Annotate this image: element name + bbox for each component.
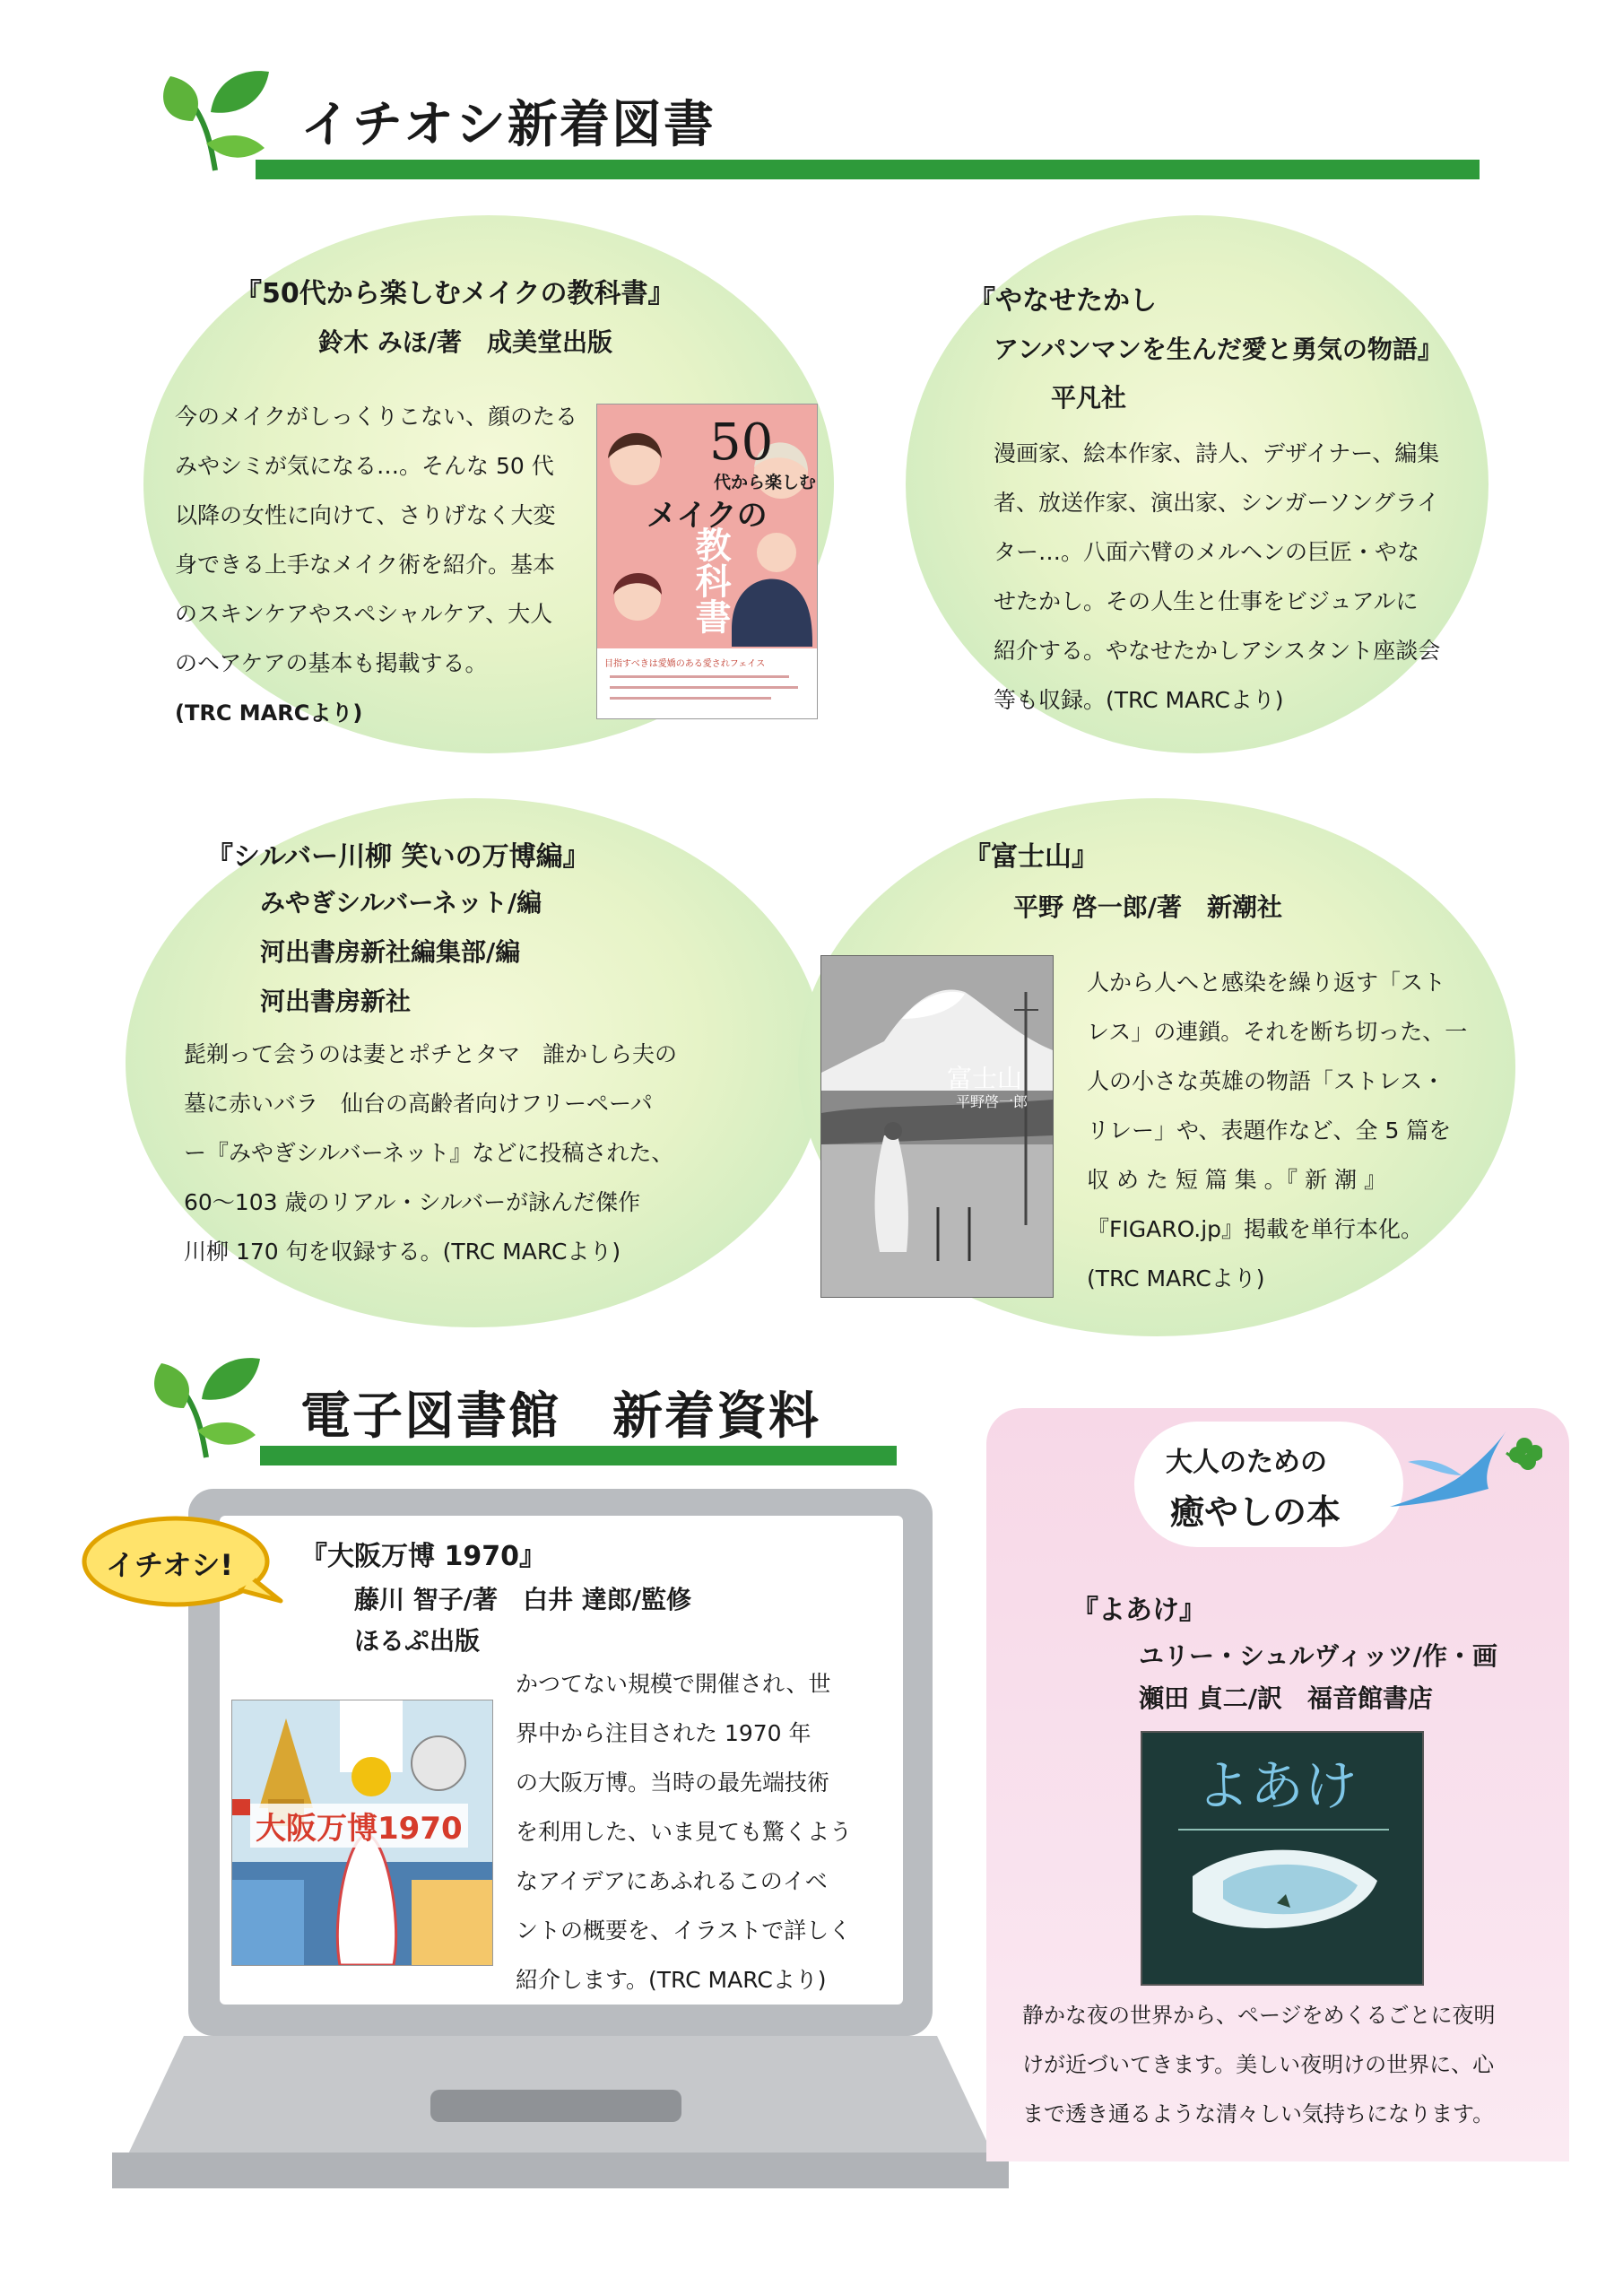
book-author: 平野 啓一郎/著 新潮社 <box>1013 892 1282 922</box>
book-title: 『シルバー川柳 笑いの万博編』 <box>206 841 590 873</box>
section-title-ebooks: 電子図書館 新着資料 <box>300 1387 820 1446</box>
book-source: (TRC MARCより) <box>175 700 363 726</box>
book-author: 河出書房新社編集部/編 <box>260 937 521 967</box>
ebook-title: 『大阪万博 1970』 <box>300 1541 546 1572</box>
ebook-description: かつてない規模で開催され、世 界中から注目された 1970 年 の大阪万博。当時の最先端技術 を利用した、いま見ても驚くよう なアイデアにあふれるこのイベ ントの概要を、イラストで詳しく 紹介します。(TRC MARCより) <box>516 1671 853 1993</box>
book-description: 漫画家、絵本作家、詩人、デザイナー、編集 者、放送作家、演出家、シンガーソングライ ター…。八面六臂のメルヘンの巨匠・やな せたかし。その人生と仕事をビジュアルに 紹介する。やなせたかしアシスタント座談会 等も収録。(TRC MARCより) <box>994 440 1441 713</box>
healing-book-author: ユリー・シュルヴィッツ/作・画 <box>1139 1641 1497 1671</box>
book-author: 鈴木 みほ/著 成美堂出版 <box>318 327 612 357</box>
healing-book-cover <box>1141 1731 1424 1986</box>
section-divider <box>260 1446 897 1465</box>
book-subtitle: アンパンマンを生んだ愛と勇気の物語』 <box>994 335 1443 364</box>
book-description: 人から人へと感染を繰り返す「スト レス」の連鎖。それを断ち切った、一 人の小さな英雄の物語「ストレス・ リレー」や、表題作など、全 5 篇を 収 め た 短 篇 集 。『 新 潮 』 『FIGARO.jp』掲載を単行本化。 (TRC MARCより) <box>1087 970 1468 1292</box>
cover-line1: 代から楽しむ <box>714 473 817 492</box>
ebook-cover-title: 大阪万博1970 <box>250 1804 468 1848</box>
healing-heading-small: 大人のための <box>1166 1447 1327 1478</box>
section-divider <box>256 160 1480 179</box>
book-description: 今のメイクがしっくりこない、顔のたる みやシミが気になる…。そんな 50 代 以降の女性に向けて、さりげなく大変 身できる上手なメイク術を紹介。基本 のスキンケアやスペシャルケア、大人 のヘアケアの基本も掲載する。 <box>175 404 578 676</box>
healing-book-description: 静かな夜の世界から、ページをめくるごとに夜明 けが近づいてきます。美しい夜明けの世界に、心 まで透き通るような清々しい気持ちになります。 <box>1022 2003 1496 2126</box>
leaf-icon <box>152 58 278 175</box>
book-cover <box>596 404 818 719</box>
book-publisher: 河出書房新社 <box>260 987 412 1016</box>
ebook-author: 藤川 智子/著 白井 達郎/監修 <box>354 1585 691 1614</box>
laptop-edge <box>112 2152 1009 2188</box>
book-description: 髭剃って会うのは妻とポチとタマ 誰かしら夫の 墓に赤いバラ 仙台の高齢者向けフリーペーパ ー『みやぎシルバーネット』などに投稿された、 60～103 歳のリアル・シルバーが詠んだ傑作 川柳 170 句を収録する。(TRC MARCより) <box>184 1041 678 1265</box>
book-publisher: 平凡社 <box>1051 383 1127 413</box>
healing-heading-large: 癒やしの本 <box>1170 1492 1341 1532</box>
book-title: 『富士山』 <box>964 841 1098 873</box>
cover-line2: メイクの <box>647 498 768 534</box>
healing-book-title: 『よあけ』 <box>1072 1595 1206 1626</box>
badge-label: イチオシ! <box>106 1548 233 1582</box>
book-cover <box>820 955 1054 1298</box>
book-title: 『やなせたかし <box>968 285 1157 317</box>
healing-cover-title: よあけ <box>1196 1755 1358 1818</box>
ebook-cover <box>231 1700 493 1966</box>
cover-title: 富士山 <box>947 1064 1023 1093</box>
book-title: 『50代から楽しむメイクの教科書』 <box>235 278 675 309</box>
ebook-publisher: ほるぷ出版 <box>354 1626 481 1656</box>
bird-icon <box>1381 1426 1542 1525</box>
healing-book-translator: 瀬田 貞二/訳 福音館書店 <box>1139 1683 1433 1713</box>
cover-author: 平野啓一郎 <box>956 1093 1028 1110</box>
laptop-trackpad <box>430 2090 681 2122</box>
cover-line3: 教科書 <box>690 526 732 634</box>
leaf-icon <box>143 1345 269 1462</box>
cover-number: 50 <box>709 413 774 472</box>
book-author: みやぎシルバーネット/編 <box>260 888 542 918</box>
cover-tagline: 目指すべきは愛嬌のある愛されフェイス <box>604 659 766 669</box>
section-title-new-books: イチオシ新着図書 <box>300 96 716 154</box>
